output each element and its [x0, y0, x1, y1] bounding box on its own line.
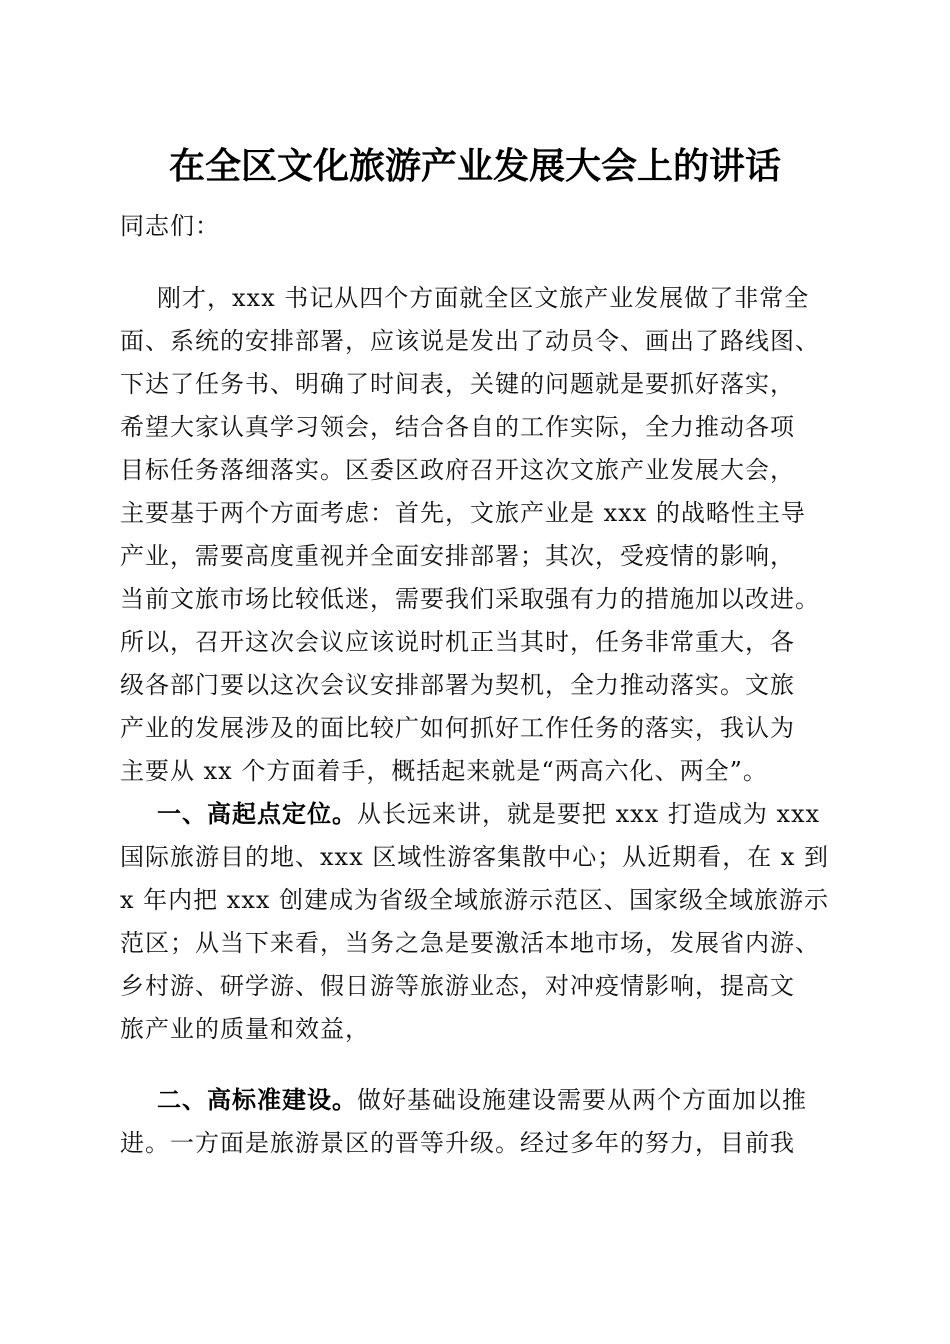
section-1-first-line-text: 从长远来讲，就是要把 xxx 打造成为 xxx: [357, 800, 821, 828]
intro-line: 刚才，xxx 书记从四个方面就全区文旅产业发展做了非常全: [157, 284, 810, 312]
section-2-line: 进。一方面是旅游景区的晋等升级。经过多年的努力，目前我: [120, 1129, 795, 1157]
section-1-line: x 年内把 xxx 创建成为省级全域旅游示范区、国家级全域旅游示: [120, 886, 830, 914]
intro-line: 目标任务落细落实。区委区政府召开这次文旅产业发展大会，: [120, 456, 795, 484]
section-1-line: 旅产业的质量和效益，: [120, 1015, 370, 1043]
section-2-first-line: [157, 1080, 850, 1120]
section-1-line: 乡村游、研学游、假日游等旅游业态，对冲疫情影响，提高文: [120, 972, 795, 1000]
intro-line: 主要基于两个方面考虑：首先，文旅产业是 xxx 的战略性主导: [120, 499, 806, 527]
section-1-line: 范区；从当下来看，当务之急是要激活本地市场，发展省内游、: [120, 929, 820, 957]
intro-line: 级各部门要以这次会议安排部署为契机，全力推动落实。文旅: [120, 671, 795, 699]
intro-line: 下达了任务书、明确了时间表，关键的问题就是要抓好落实，: [120, 370, 795, 398]
section-1-line: 国际旅游目的地、xxx 区域性游客集散中心；从近期看，在 x 到: [120, 843, 830, 871]
section-2-heading: 二、高标准建设。: [157, 1086, 357, 1114]
intro-line: 主要从 xx 个方面着手，概括起来就是“两高六化、两全”。: [120, 757, 768, 785]
section-1-heading: 一、高起点定位。: [157, 800, 357, 828]
section-2-first-line-text: 做好基础设施建设需要从两个方面加以推: [357, 1086, 807, 1114]
section-1-first-line: [157, 794, 850, 834]
intro-line: 面、系统的安排部署，应该说是发出了动员令、画出了路线图、: [120, 327, 820, 355]
intro-line: 希望大家认真学习领会，结合各自的工作实际，全力推动各项: [120, 413, 795, 441]
intro-line: 产业的发展涉及的面比较广如何抓好工作任务的落实，我认为: [120, 714, 795, 742]
intro-line: 产业，需要高度重视并全面安排部署；其次，受疫情的影响，: [120, 542, 795, 570]
intro-line: 当前文旅市场比较低迷，需要我们采取强有力的措施加以改进。: [120, 585, 820, 613]
salutation: 同志们：: [120, 212, 220, 240]
document-title: 在全区文化旅游产业发展大会上的讲话: [168, 145, 781, 187]
intro-line: 所以，召开这次会议应该说时机正当其时，任务非常重大，各: [120, 628, 795, 656]
